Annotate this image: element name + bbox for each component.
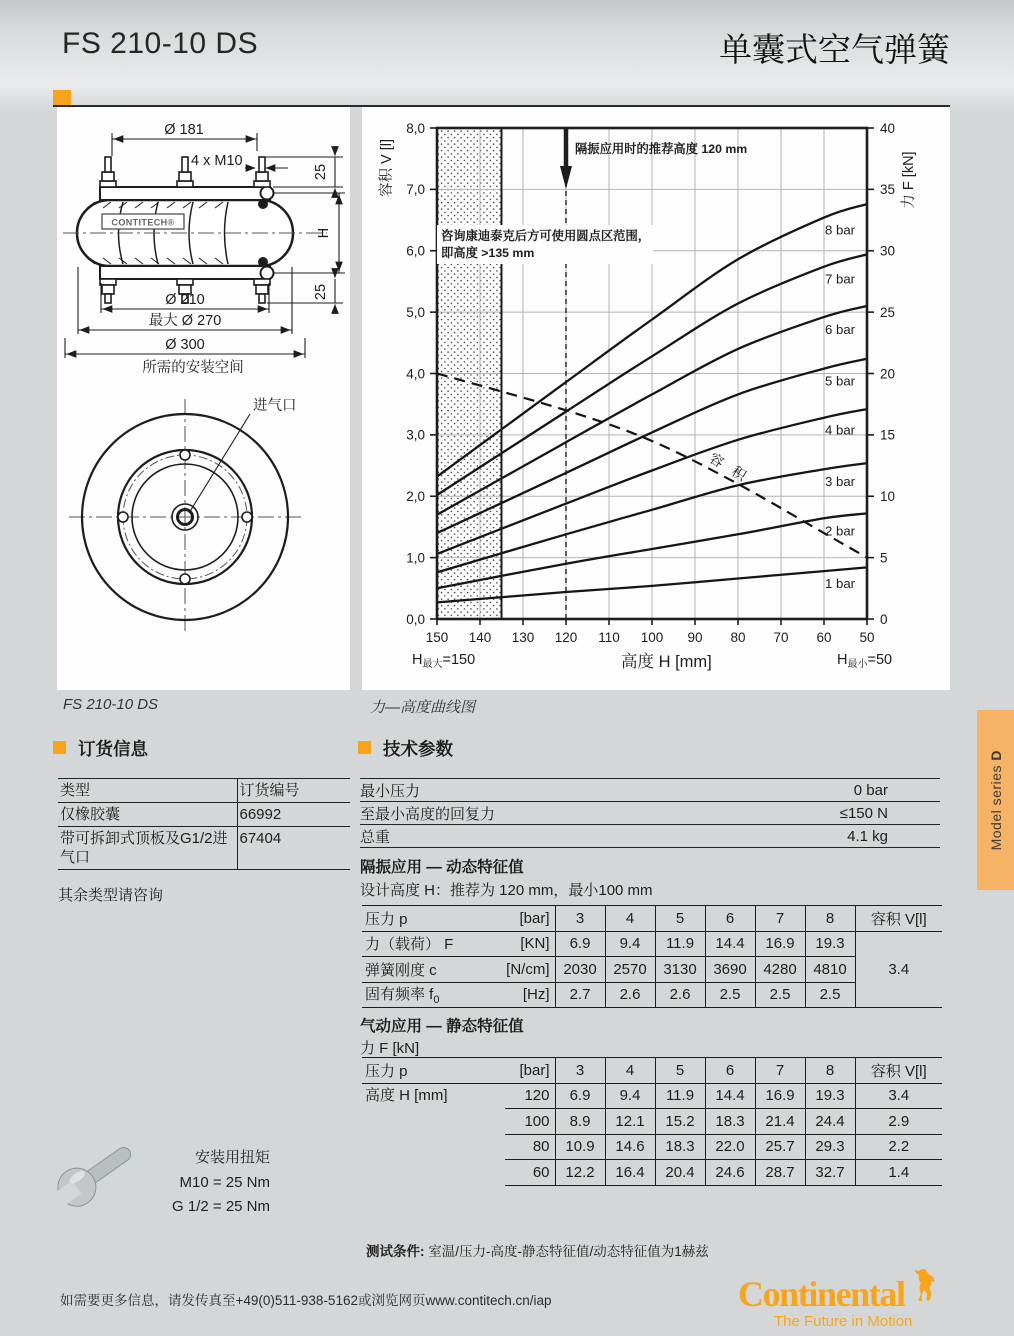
dim-bolts: 4 x M10 (191, 153, 243, 169)
svg-text:8 bar: 8 bar (825, 222, 856, 238)
svg-text:3 bar: 3 bar (825, 474, 856, 490)
svg-text:150: 150 (425, 630, 449, 645)
force-height-chart (375, 110, 945, 685)
test-conditions: 测试条件: 室温/压力-高度-静态特征值/动态特征值为1赫兹 (366, 1244, 709, 1259)
y-right-axis-title: 力 F [kN] (901, 151, 917, 209)
svg-text:5 bar: 5 bar (825, 373, 856, 389)
svg-text:0,0: 0,0 (406, 611, 425, 627)
dim-stud-bottom: 25 (313, 283, 329, 301)
dim-plate: Ø 210 (165, 292, 205, 308)
table-row: 力（载荷） F [KN] 6.9 9.4 11.9 14.4 16.9 19.3 3.4 (362, 931, 942, 957)
svg-text:130: 130 (511, 630, 535, 645)
tech-params-table (360, 778, 940, 848)
ordering-note: 其余类型请咨询 (58, 887, 164, 904)
svg-text:110: 110 (598, 630, 620, 645)
svg-text:1 bar: 1 bar (825, 576, 856, 592)
svg-text:25: 25 (880, 304, 896, 320)
svg-text:6,0: 6,0 (406, 243, 425, 259)
recommended-height-arrow (560, 128, 572, 189)
table-row: 至最小高度的回复力 ≤150 N (360, 802, 940, 825)
svg-text:7 bar: 7 bar (825, 271, 856, 287)
tech-section-title: 技术参数 (383, 739, 453, 759)
svg-text:60: 60 (816, 630, 832, 645)
svg-text:70: 70 (773, 630, 789, 645)
continental-logo (738, 1266, 948, 1334)
y-left-axis-title: 容积 V [l] (379, 138, 395, 198)
footer-contact-info: 如需要更多信息，请发传真至+49(0)511-938-5162或浏览网页www.contitech.cn/iap (60, 1293, 552, 1308)
svg-text:1,0: 1,0 (406, 550, 425, 566)
table-row: 弹簧刚度 c [N/cm] 2030 2570 3130 3690 4280 4810 (362, 957, 942, 983)
bolt-hole (180, 450, 190, 460)
svg-text:7,0: 7,0 (406, 182, 425, 198)
volume-curve-label: 容 积 (706, 449, 753, 486)
contitech-logo: CONTITECH® (111, 217, 175, 228)
drawing-caption: FS 210-10 DS (63, 696, 159, 713)
ordering-col2-header: 订货编号 (237, 779, 350, 803)
table-row: 固有频率 $f_0$ [Hz] 2.7 2.6 2.6 2.5 2.5 2.5 (362, 982, 942, 1008)
dim-bolt-circle: Ø 181 (164, 122, 204, 138)
table-row: 总重 4.1 kg (360, 825, 940, 848)
air-spring-side-view (63, 157, 327, 303)
ordering-section-title: 订货信息 (78, 739, 148, 759)
chart-caption: 力—高度曲线图 (370, 699, 476, 716)
table-row: 压力 p [bar] 3 4 5 6 7 8 容积 V[l] (362, 1058, 942, 1084)
torque-g12: G 1/2 = 25 Nm (172, 1198, 270, 1215)
svg-text:100: 100 (640, 630, 664, 645)
test-conditions-label: 测试条件: (366, 1244, 425, 1259)
torque-title: 安装用扭矩 (194, 1149, 270, 1166)
svg-text:15: 15 (880, 427, 896, 443)
svg-text:4 bar: 4 bar (825, 422, 856, 438)
svg-text:90: 90 (687, 630, 703, 645)
model-series-tab: Model series D (977, 710, 1014, 890)
svg-text:10: 10 (880, 489, 896, 505)
svg-text:4,0: 4,0 (406, 366, 425, 382)
static-force-unit-note: 力 F [kN] (360, 1040, 420, 1057)
svg-text:0: 0 (880, 611, 888, 627)
table-row: 60 12.2 16.4 20.4 24.6 28.7 32.7 1.4 (362, 1160, 942, 1186)
torque-block (130, 1146, 270, 1220)
dim-max-diameter: 最大 Ø 270 (148, 313, 222, 329)
air-inlet-label: 进气口 (253, 398, 297, 414)
installation-space-note: 所需的安装空间 (142, 360, 244, 376)
continental-wordmark: Continental (738, 1274, 906, 1314)
static-characteristics-table (362, 1057, 942, 1186)
dim-stud-top: 25 (313, 163, 329, 181)
bolt-hole (242, 512, 252, 522)
ordering-col1-header: 类型 (58, 779, 237, 803)
static-section-title: 气动应用 — 静态特征值 (360, 1018, 524, 1035)
section-accent-square (53, 741, 66, 754)
dynamic-characteristics-table (362, 905, 942, 1008)
h-min-label: $H_{最小}=50$ (837, 652, 893, 670)
product-title: 单囊式空气弹簧 (719, 33, 950, 69)
air-spring-top-view (69, 397, 301, 635)
svg-text:20: 20 (880, 366, 896, 382)
table-row: 带可拆卸式顶板及G1/2进气口 67404 (58, 827, 350, 870)
dim-outer-diameter: Ø 300 (165, 337, 205, 353)
bolt-hole (180, 574, 190, 584)
svg-text:6 bar: 6 bar (825, 322, 856, 338)
svg-text:80: 80 (730, 630, 746, 645)
top-bolts (100, 157, 270, 187)
dynamic-section-title: 隔振应用 — 动态特征值 (360, 859, 524, 876)
svg-text:2 bar: 2 bar (825, 523, 856, 539)
svg-text:140: 140 (468, 630, 492, 645)
svg-text:5,0: 5,0 (406, 304, 425, 320)
svg-text:30: 30 (880, 243, 896, 259)
ordering-table (58, 778, 350, 870)
table-row: 压力 p [bar] 3 4 5 6 7 8 容积 V[l] (362, 906, 942, 932)
dynamic-design-height-note: 设计高度 H：推荐为 120 mm，最小100 mm (360, 882, 653, 899)
table-row: 100 8.9 12.1 15.2 18.3 21.4 24.4 2.9 (362, 1109, 942, 1135)
bolt-hole (118, 512, 128, 522)
svg-text:3,0: 3,0 (406, 427, 425, 443)
section-accent-square (358, 741, 371, 754)
torque-m10: M10 = 25 Nm (179, 1173, 270, 1191)
table-row: 高度 H [mm] 120 6.9 9.4 11.9 14.4 16.9 19.3 3.4 (362, 1083, 942, 1109)
recommended-note: 隔振应用时的推荐高度 120 mm (575, 142, 748, 156)
h-max-label: $H_{最大}=150$ (412, 652, 476, 670)
dotted-note-line2: 即高度 >135 mm (441, 246, 535, 260)
svg-text:35: 35 (880, 182, 896, 198)
svg-text:120: 120 (554, 630, 578, 645)
dotted-note-line1: 咨询康迪泰克后方可使用圆点区范围， (441, 229, 651, 243)
horse-icon (915, 1269, 934, 1301)
svg-text:8,0: 8,0 (406, 120, 425, 136)
table-row: 仅橡胶囊 66992 (58, 803, 350, 827)
wrench-icon (44, 1132, 144, 1224)
logo-tagline: The Future in Motion (774, 1313, 913, 1330)
svg-text:50: 50 (859, 630, 875, 645)
table-row: 80 10.9 14.6 18.3 22.0 25.7 29.3 2.2 (362, 1134, 942, 1160)
dim-height: H (316, 227, 332, 239)
page-title: FS 210-10 DS (62, 27, 259, 60)
technical-drawing (57, 107, 350, 690)
x-axis-title: 高度 H [mm] (621, 653, 712, 671)
table-row: 最小压力 0 bar (360, 779, 940, 802)
volume-merged-cell: 3.4 (855, 931, 942, 1008)
svg-text:2,0: 2,0 (406, 489, 425, 505)
svg-text:40: 40 (880, 120, 896, 136)
svg-text:5: 5 (880, 550, 888, 566)
